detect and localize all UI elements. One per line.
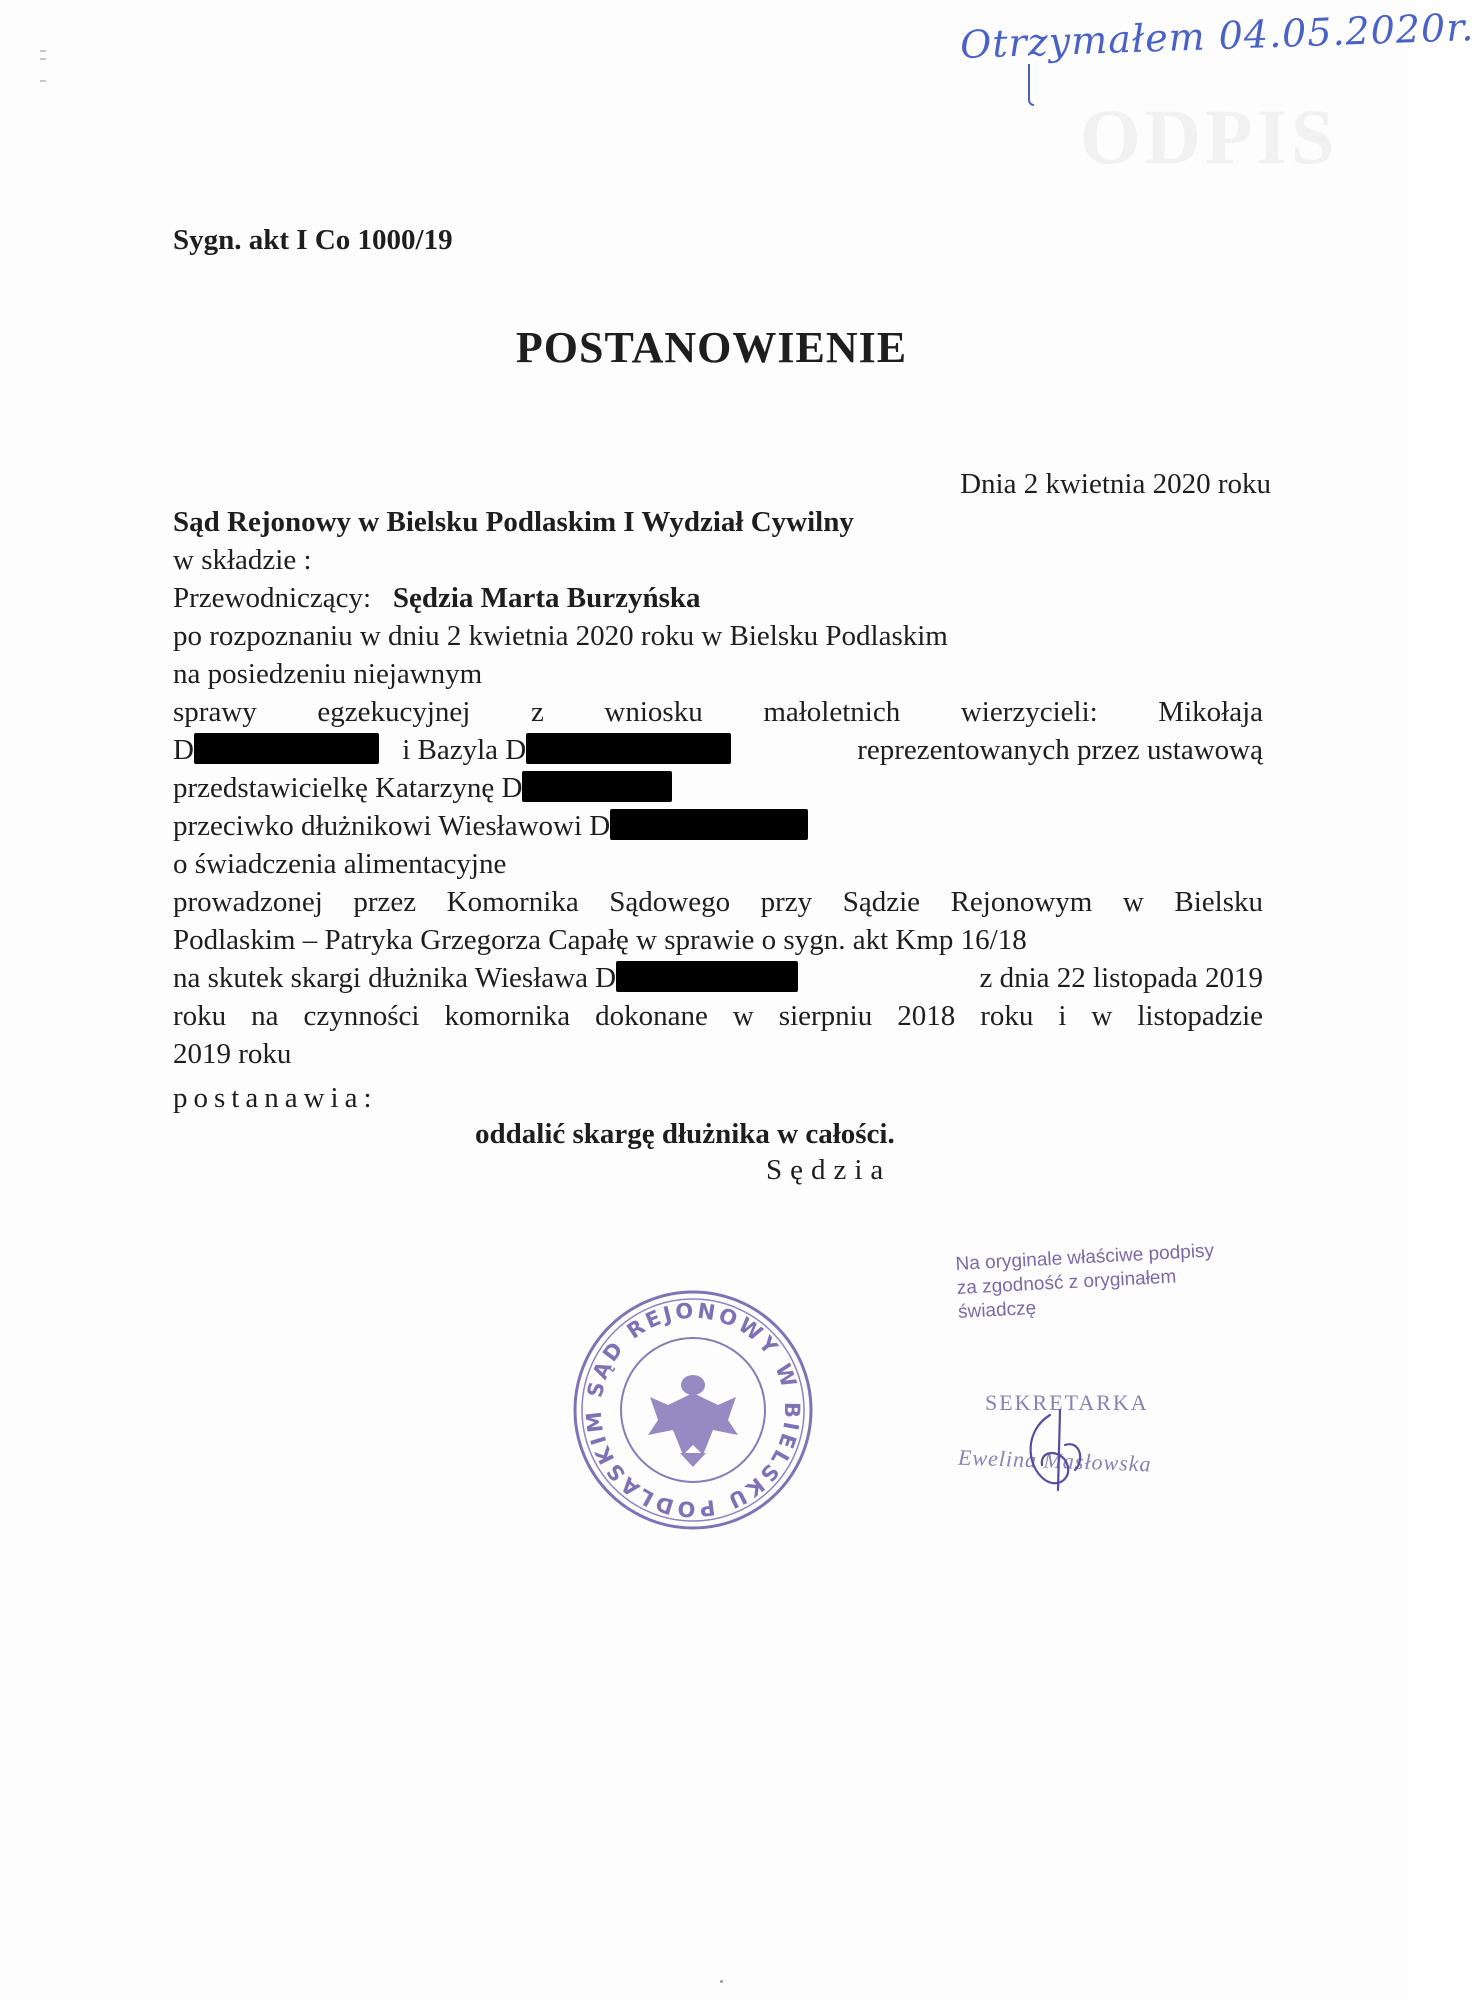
certification-line: świadczę [957, 1297, 1037, 1323]
seal-text: SĄD REJONOWY W BIELSKU PODLASKIM [581, 1298, 805, 1522]
complaint-date: z dnia 22 listopada 2019 [979, 962, 1263, 994]
copy-stamp-watermark: ODPIS [1080, 93, 1339, 180]
complaint-text: na skutek skargi dłużnika Wiesława D [173, 962, 617, 994]
court-name: Sąd Rejonowy w Bielsku Podlaskim I Wydział Cywilny [173, 506, 854, 538]
creditors-line [173, 732, 1263, 768]
certification-line: Na oryginale właściwe podpisy [955, 1240, 1215, 1275]
composition-label: w składzie : [173, 544, 312, 576]
redaction-bar [526, 733, 731, 764]
debtor-text: przeciwko dłużnikowi Wiesławowi D [173, 810, 611, 842]
secretary-role: SEKRETARKA [985, 1390, 1149, 1415]
scan-artifact [40, 80, 46, 82]
presiding-judge: Sędzia Marta Burzyńska [392, 582, 701, 614]
document-title [0, 322, 1413, 373]
eagle-emblem-icon [648, 1375, 738, 1467]
court-seal [568, 1285, 818, 1535]
decision-text: oddalić skargę dłużnika w całości. [475, 1118, 895, 1150]
judge-signature-label: Sędzia [766, 1154, 892, 1186]
certification-line: za zgodność z oryginałem [956, 1266, 1177, 1299]
certification-stamp [955, 1239, 1217, 1324]
scan-artifact [40, 50, 46, 52]
redaction-bar [616, 961, 798, 992]
body-line: Podlaskim – Patryka Grzegorza Capałę w sprawie o sygn. akt Kmp 16/18 [173, 924, 1027, 956]
creditor-1-initial: D [173, 734, 194, 766]
handwritten-signature [1020, 1405, 1090, 1495]
representative-line [173, 770, 1263, 806]
redaction-bar [194, 733, 379, 764]
case-number: Sygn. akt I Co 1000/19 [173, 224, 453, 256]
body-line: roku na czynności komornika dokonane w sierpniu 2018 roku i w listopadzie [173, 1000, 1263, 1032]
decision-date: Dnia 2 kwietnia 2020 roku [960, 468, 1271, 500]
scan-artifact [720, 1980, 723, 1983]
document-title-text: POSTANOWIENIE [515, 323, 908, 372]
redaction-bar [610, 809, 808, 840]
body-line: po rozpoznaniu w dniu 2 kwietnia 2020 roku w Bielsku Podlaskim [173, 620, 948, 652]
creditor-2-text: i Bazyla D [402, 734, 527, 766]
debtor-line [173, 808, 1263, 844]
body-line: 2019 roku [173, 1038, 292, 1070]
redaction-bar [522, 771, 672, 802]
body-line: prowadzonej przez Komornika Sądowego przy Sądzie Rejonowym w Bielsku [173, 886, 1263, 918]
resolves-label: postanawia: [173, 1082, 378, 1114]
presiding-row [173, 580, 1263, 616]
body-line: na posiedzeniu niejawnym [173, 658, 483, 690]
scan-artifact [40, 58, 46, 60]
secretary-name: Ewelina Masłowska [957, 1444, 1153, 1477]
complaint-line [173, 960, 1263, 996]
handwritten-receipt-note: Otrzymałem 04.05.2020r. [959, 5, 1475, 67]
handwritten-stroke [1028, 64, 1034, 106]
representation-text: reprezentowanych przez ustawową [857, 734, 1263, 766]
body-line: sprawy egzekucyjnej z wniosku małoletnich wierzycieli: Mikołaja [173, 696, 1263, 728]
body-line: o świadczenia alimentacyjne [173, 848, 507, 880]
presiding-label: Przewodniczący: [173, 582, 372, 614]
representative-text: przedstawicielkę Katarzynę D [173, 772, 523, 804]
